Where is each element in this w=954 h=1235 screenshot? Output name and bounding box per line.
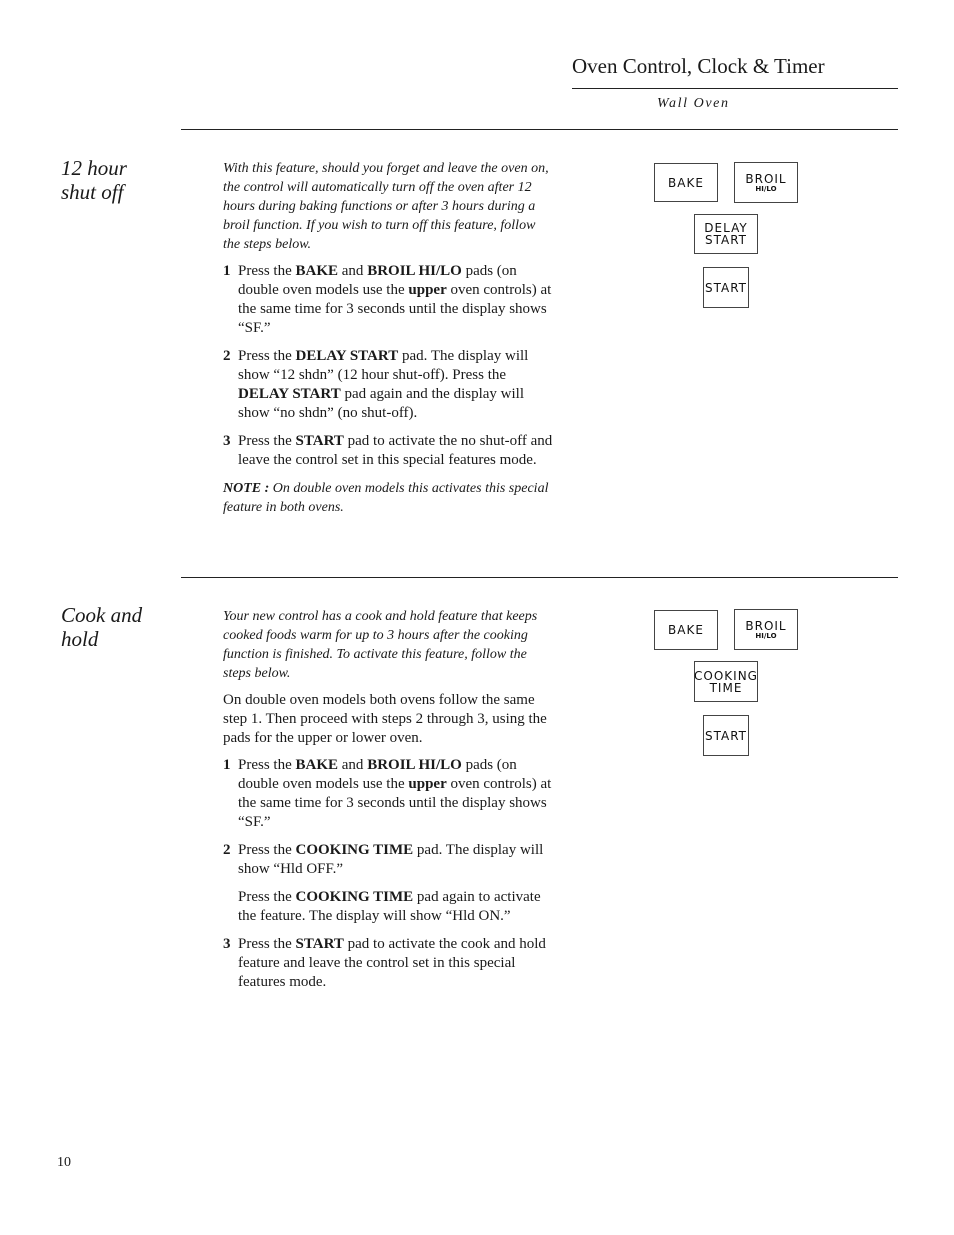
step-number: 2 bbox=[223, 842, 231, 858]
step-text: Press the COOKING TIME pad. The display will show “Hld OFF.” Press the COOKING TIME pad again to activate the feature. The display will show “Hld ON.” bbox=[238, 842, 544, 924]
step bbox=[223, 841, 553, 926]
step-text: Press the DELAY START pad. The display will show “12 shdn” (12 hour shut-off). Press the DELAY START pad again and the display will show “no shdn” (no shut-off). bbox=[238, 348, 529, 421]
broil-pad bbox=[734, 609, 798, 650]
bake-pad bbox=[654, 610, 718, 650]
delay-start-pad bbox=[694, 214, 758, 254]
page-subtitle: Wall Oven bbox=[657, 96, 730, 111]
pad-label: BROIL bbox=[745, 618, 787, 633]
section-body-shut-off bbox=[223, 159, 553, 517]
pad-sublabel: HI/LO bbox=[755, 184, 777, 193]
cooking-time-pad bbox=[694, 661, 758, 702]
pad-label: START bbox=[704, 728, 748, 743]
pad-label: TIME bbox=[709, 680, 743, 695]
step-text: Press the BAKE and BROIL HI/LO pads (on double oven models use the upper oven controls) at the same time for 3 seconds until the display shows “SF.” bbox=[238, 757, 552, 830]
pad-label: START bbox=[704, 280, 748, 295]
pad-label: START bbox=[704, 233, 748, 247]
note-text: NOTE : On double oven models this activates this special feature in both ovens. bbox=[223, 481, 549, 515]
step-number: 3 bbox=[223, 936, 231, 952]
step bbox=[223, 756, 553, 832]
pad-edge-mark bbox=[737, 755, 749, 756]
intro-text: Your new control has a cook and hold feature that keeps cooked foods warm for up to 3 hours after the cooking function is finished. To activate this feature, follow the steps below. bbox=[223, 609, 538, 681]
bake-pad bbox=[654, 163, 718, 202]
section-title-line: hold bbox=[61, 627, 99, 651]
pad-label: BROIL bbox=[745, 171, 787, 186]
section-title-line: 12 hour bbox=[61, 156, 127, 180]
start-pad bbox=[703, 715, 749, 756]
section-title-shut-off bbox=[61, 156, 181, 204]
section-body-cook-and-hold bbox=[223, 607, 553, 1001]
step-number: 2 bbox=[223, 348, 231, 364]
intro-text: With this feature, should you forget and leave the oven on, the control will automatically turn off the oven after 12 hours during baking functions or after 3 hours during a broil function. If you wish to turn off this feature, follow the steps below. bbox=[223, 161, 549, 252]
step-text: Press the START pad to activate the cook and hold feature and leave the control set in this special features mode. bbox=[238, 936, 546, 990]
pad-label: BAKE bbox=[668, 175, 704, 190]
step bbox=[223, 347, 553, 423]
section-title-line: shut off bbox=[61, 180, 124, 204]
step-number: 3 bbox=[223, 433, 231, 449]
section-title-cook-and-hold bbox=[61, 603, 181, 651]
step bbox=[223, 262, 553, 338]
section-divider bbox=[181, 129, 898, 130]
step-text: Press the START pad to activate the no shut-off and leave the control set in this special features mode. bbox=[238, 433, 553, 468]
pad-label: BAKE bbox=[668, 623, 704, 637]
step-number: 1 bbox=[223, 263, 231, 279]
step-number: 1 bbox=[223, 757, 231, 773]
pad-label: COOKING bbox=[694, 668, 758, 683]
header-divider bbox=[572, 88, 898, 89]
start-pad bbox=[703, 267, 749, 308]
pad-edge-mark bbox=[737, 307, 749, 308]
broil-pad bbox=[734, 162, 798, 203]
step-text: Press the BAKE and BROIL HI/LO pads (on double oven models use the upper oven controls) at the same time for 3 seconds until the display shows “SF.” bbox=[238, 263, 552, 336]
step bbox=[223, 935, 553, 992]
page-title: Oven Control, Clock & Timer bbox=[572, 54, 825, 78]
page-number: 10 bbox=[57, 1155, 71, 1170]
pad-sublabel: HI/LO bbox=[755, 631, 777, 640]
section-title-line: Cook and bbox=[61, 603, 143, 627]
section-divider bbox=[181, 577, 898, 578]
step bbox=[223, 432, 553, 470]
body-paragraph: On double oven models both ovens follow the same step 1. Then proceed with steps 2 through 3, using the pads for the upper or lower oven. bbox=[223, 692, 547, 746]
pad-label: DELAY bbox=[704, 221, 748, 235]
